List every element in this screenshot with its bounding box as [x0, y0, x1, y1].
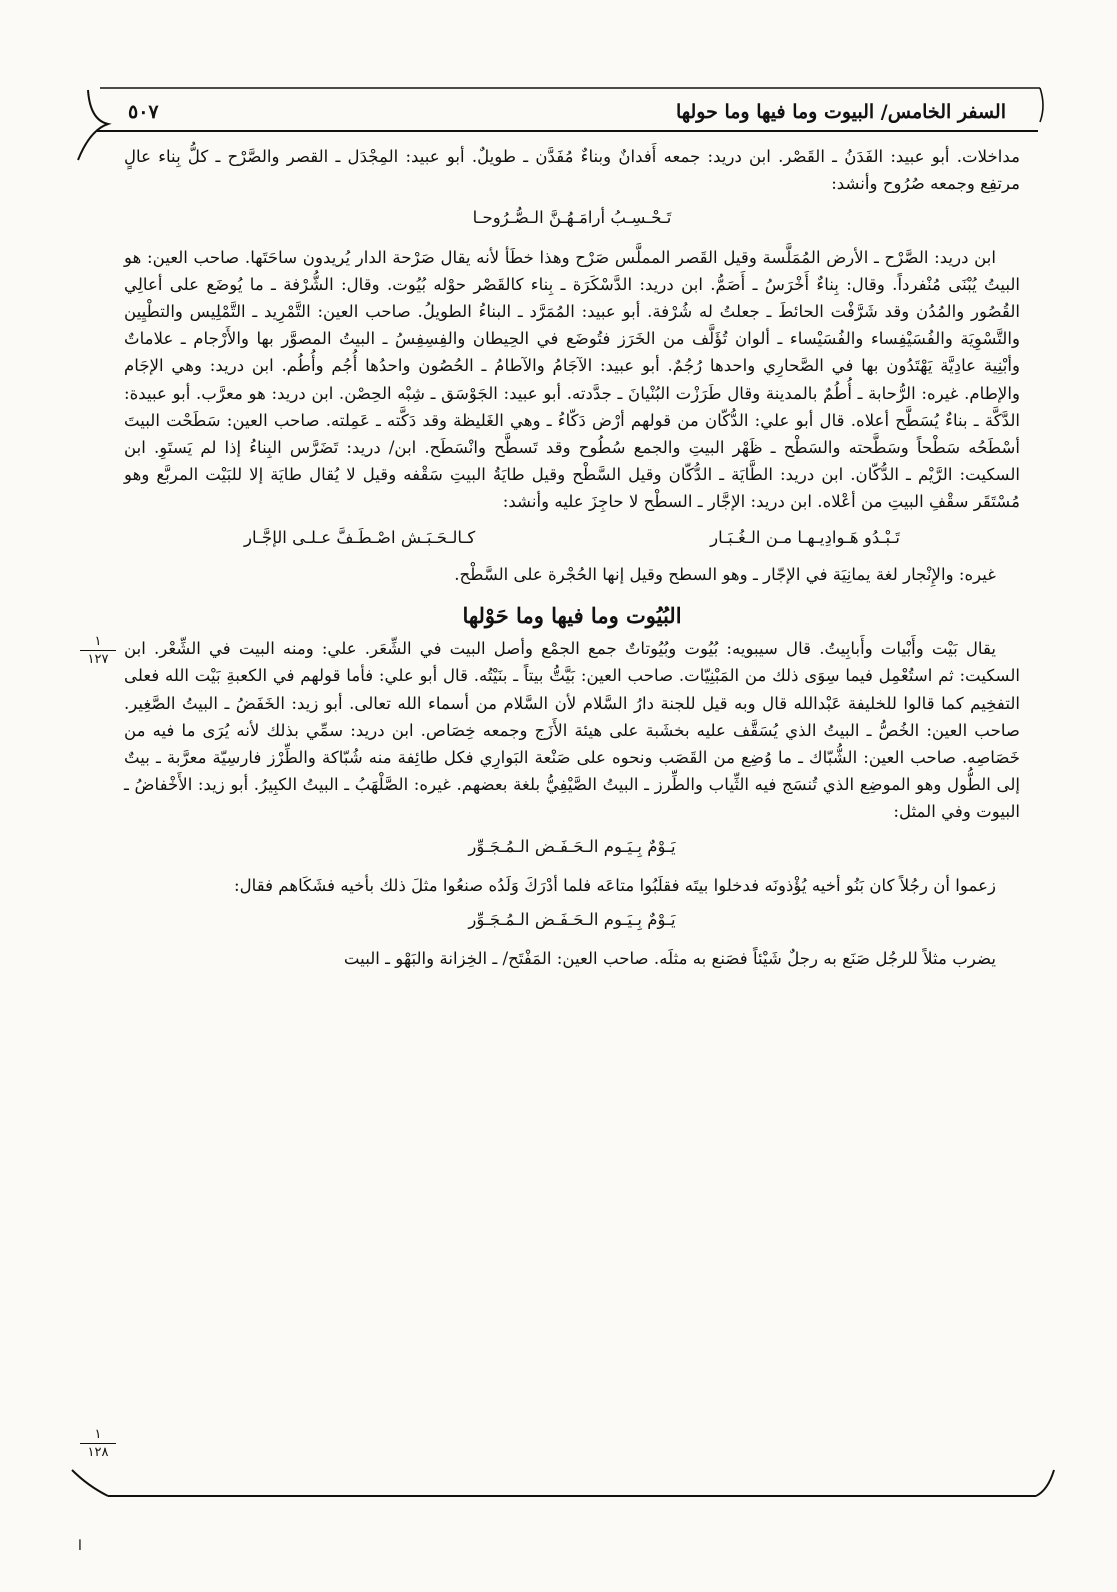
margin-note-1 [74, 634, 122, 667]
page-body [124, 143, 1020, 972]
margin-note-1-top: ١ [94, 634, 102, 649]
footer-mark: ا [78, 1538, 82, 1554]
margin-note-2-top: ١ [94, 1427, 102, 1442]
header-title: السفر الخامس/ البيوت وما فيها وما حولها [675, 101, 1006, 123]
verse-4: يَـوْمٌ بِـيَـوم الـحَـفَـض الـمُـجَـوِّر [468, 910, 676, 930]
verse-2 [124, 524, 1020, 551]
paragraph-4: يقال بَيْت وأَبْيات وأَبابِيتُ. قال سيبويه: بُيُوت وبُيُوتاتٌ جمع الجمْع وأصل البيت في الشِّعَر. علي: ومنه البيت في الشِّعْر. ابن السكيت: ثم استُعْمِل فيما سِوَى ذلك من المَبْنِيّات. صاحب العين: بَيَّتُّ بيتاً ـ بنَيْتُه. قال أبو علي: فأما قولهم في الكعبةِ بَيْت الله فعلى التفخِيم كما قالوا للخليفة عَبْدالله قال وبه قيل للجنة دارُ السَّلام لأن السَّلام من أسماء الله تعالى. أبو زيد: الخَفَضُ ـ البيتُ الصَّغِير. صاحب العين: الخُصُّ ـ البيتُ الذي يُسَقَّف عليه بخشَبة على هيئة الأَزَج وجمعه خِصَاص. ابن دريد: سمِّي بذلك لأنه يُرَى ما فيه من خَصَاصِه. صاحب العين: الشُّبّاك ـ ما وُضِع من القَصَب ونحوه على صَنْعة البَوارِي فكل طائِفة منه شُبّاكة والطِّرْز فارسِيّة معرَّبة ـ بيتٌ إلى الطُّول وهو الموضِع الذي تُنسَج فيه الثِّياب والطِّرز ـ البيتُ الصَّيْفِيُّ بلغة بعضهم. غيره: الصَّلْهَبُ ـ البيتُ الكبِيرُ. أبو زيد: الأَخْفاضُ ـ البيوت وفي المثل: [124, 639, 1020, 822]
paragraph-6: يضرب مثلاً للرجُل صَنَع به رجلٌ شَيْئاً فصَنع به مثلَه. صاحب العين: المَفْتَح/ ـ الخِزانة والبَهْو ـ البيت [343, 949, 996, 969]
page-number: ٥٠٧ [128, 101, 159, 123]
verse-3: يَـوْمٌ بِـيَـوم الـحَـفَـض الـمُـجَـوِّر [468, 836, 676, 856]
verse-2-second-hemistich: كـالـحَـبَـش اصْـطَـفَّ عـلـى الإجَّـار [244, 527, 476, 547]
margin-note-1-bottom: ١٢٧ [87, 652, 109, 667]
paragraph-2: ابن دريد: الصَّرْح ـ الأرض المُمَلَّسة وقيل القَصر المملَّس صَرْح وهذا خطَأ لأنه يقال صَرْحة الدار يُريدون ساحَتَها. صاحب العين: هو البيتُ يُبْنَى مُنْفرداً. وقال: بِناءٌ أَخْرَسُ ـ أَصَمُّ. ابن دريد: الدَّسْكَرَة ـ بِناء كالقَصْر حوْله بُيُوت. وقال: الشُّرْفة ـ ما يُوضَع على أعالِي القُصُور والمُدُن وقد شَرَّفْت الحائطَ ـ جعلتُ له شُرْفة. أبو عبيد: المُمَرَّد ـ البناءُ الطويلُ. صاحب العين: التَّمْرِيد ـ التَّمْلِيس والتطْيِين والتَّسْوِيَة والفُسَيْفِساء والفُسَيْساء ـ ألوان تُؤَلَّف من الخَرَز فتُوضَع في الحِيطان والفِسِفِسُ ـ البيتُ المصوَّر بها والأَرْجام ـ علاماتٌ وأبْنِية عادِيَّة يَهْتَدُون بها في الصَّحارِي واحدها رُجُمٌ. أبو عبيد: الآجَامُ والآطامُ ـ الحُصُون واحدُها أُجُم وأُطُم. ابن دريد: وهي الإجَام والإطام. غيره: الرُّحابة ـ أُطُمٌ بالمدينة وقال طَرَزْت البُنْيانَ ـ جدَّدته. أبو عبيد: الجَوْسَق ـ شِبْه الحِصْن. ابن دريد: هو معرَّب. أبو عبيدة: الدَّكَّة ـ بناءٌ يُسَطَّح أعلاه. قال أبو علي: الدُّكّان من قولهم أرْض دَكّاءُ ـ وهي الغَليظة وقد دَكَّته ـ عَمِلته. صاحب العين: سَطَحْت البيتَ أسْطَحُه سَطْحاً وسَطَّحته والسَطْح ـ ظَهْر البيتِ والجمع سُطُوح وقد تَسطَّح وانْسَطَح. ابن/ دريد: تَضَرَّس البِناءُ إذا لم يَستَوِ. ابن السكيت: الرَّيْم ـ الدُّكّان. ابن دريد: الطَّايَة ـ الدُّكّان وقيل السَّطْح وقيل طايَةُ البيتِ سَقْفه وقيل لا يُقال طايَة إلا للبَيْت المربَّع وهو مُسْتَقَر سقْفِ البيتِ من أعْلاه. ابن دريد: الإجَّار ـ السطْح لا حاجِزَ عليه وأنشد: [124, 247, 1021, 512]
paragraph-1: مداخلات. أبو عبيد: الفَدَنُ ـ القَصْر. ابن دريد: جمعه أَفدانٌ وبناءٌ مُفَدَّن ـ طويلٌ. أبو عبيد: المِجْدَل ـ القصر والصَّرْح ـ كلُّ بِناء عالٍ مرتفِع وجمعه صُرُوح وأنشد: [124, 147, 1020, 194]
margin-note-2 [74, 1427, 122, 1460]
verse-1: تَـحْـسِـبُ أرامَـهُـنَّ الـصُّـرُوحـا [472, 208, 672, 228]
running-header [128, 97, 1006, 127]
margin-note-2-bottom: ١٢٨ [87, 1445, 109, 1460]
section-title: البُيُوت وما فيها وما حَوْلها [462, 603, 682, 629]
paragraph-5: زعموا أن رجُلاً كان بَنُو أخيه يُؤْذونَه فدخلوا بيتَه فقلَبُوا متاعَه فلما أدْرَكَ وَلَدُه صنعُوا مثلَ ذلك بأخيه فشَكَاهم فقال: [234, 875, 996, 895]
paragraph-3: غيره: والإِنْجار لغة يمانِيَة في الإجّار ـ وهو السطح وقيل إنها الحُجْرة على السَّطْح. [454, 564, 996, 584]
verse-2-first-hemistich: تَـبْـدُو هَـوادِيـهـا مـن الـغُـبَـار [710, 527, 900, 547]
